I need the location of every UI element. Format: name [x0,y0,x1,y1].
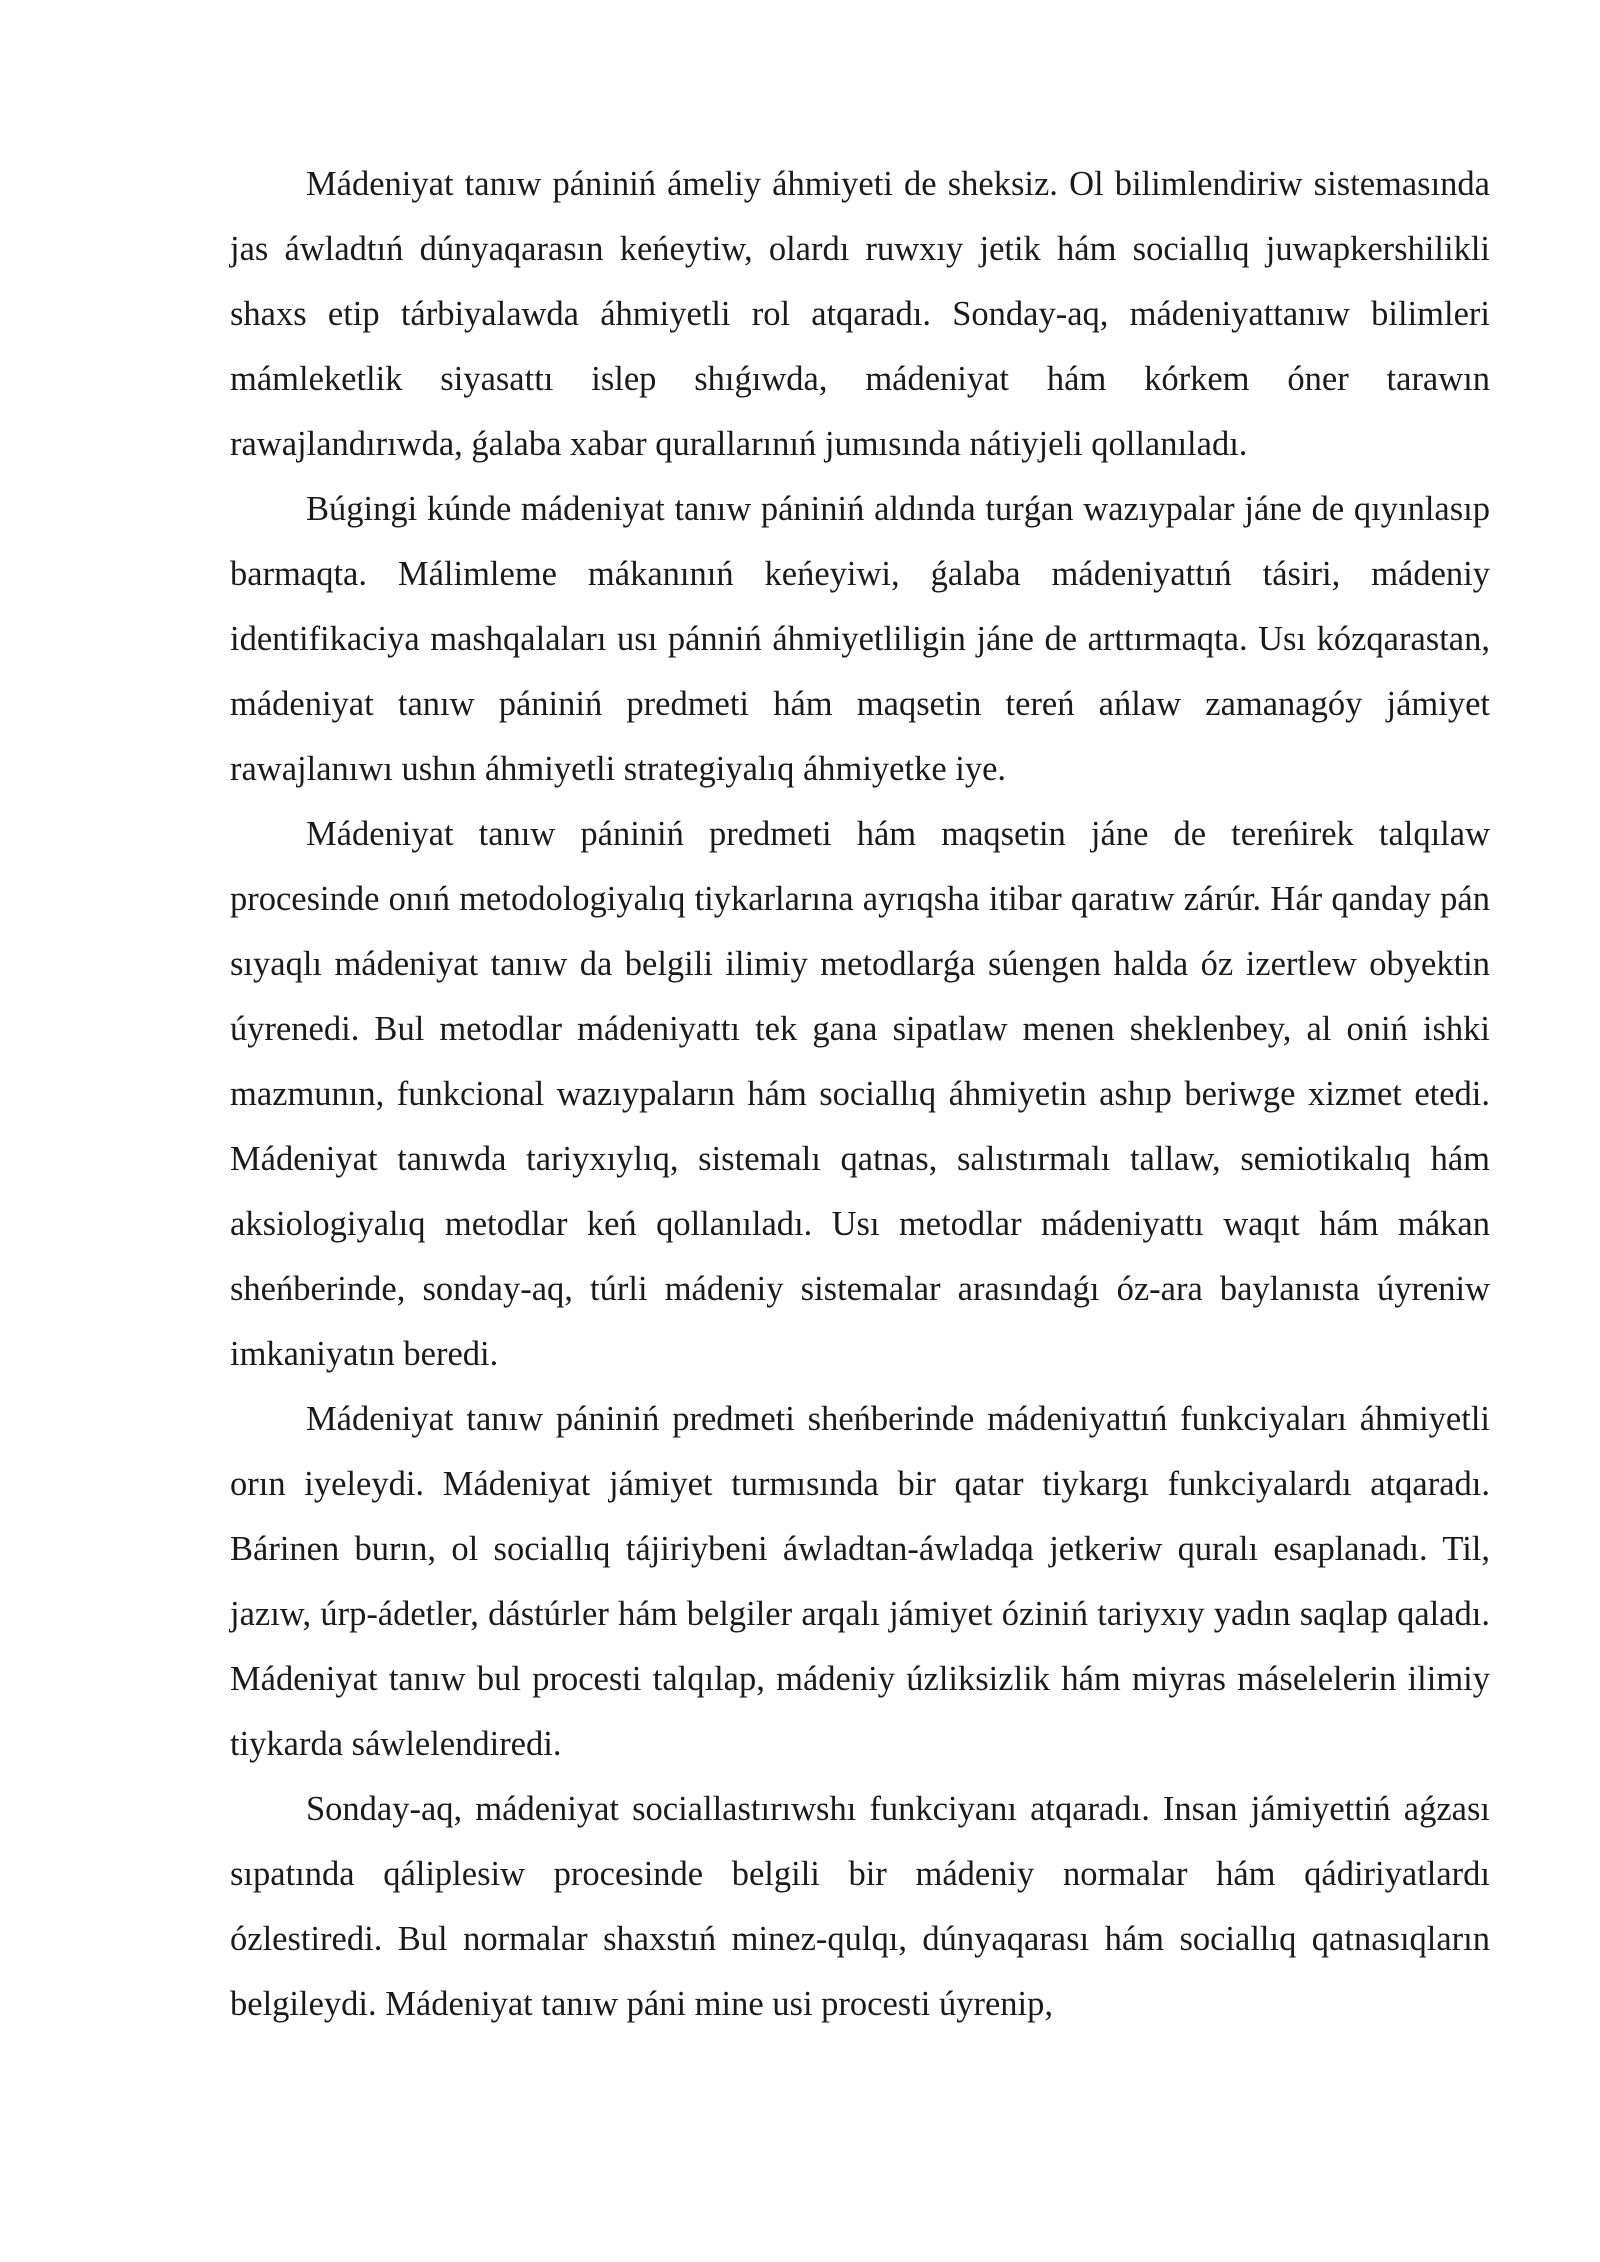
body-text [230,152,1490,2037]
paragraph: Búgingi kúnde mádeniyat tanıw pániniń aldında turǵan wazıypalar jáne de qıyınlasıp barmaqta. Málimleme mákanınıń keńeyiwi, ǵalaba mádeniyattıń tásiri, mádeniy identifikaciya mashqalaları usı pánniń áhmiyetliligin jáne de arttırmaqta. Usı kózqarastan, mádeniyat tanıw pániniń predmeti hám maqsetin tereń ańlaw zamanagóy jámiyet rawajlanıwı ushın áhmiyetli strategiyalıq áhmiyetke iye. [230,490,1490,788]
paragraph: Mádeniyat tanıw pániniń predmeti hám maqsetin jáne de tereńirek talqılaw procesinde onıń metodologiyalıq tiykarlarına ayrıqsha itibar qaratıw zárúr. Hár qanday pán sıyaqlı mádeniyat tanıw da belgili ilimiy metodlarǵa súengen halda óz izertlew obyektin úyrenedi. Bul metodlar mádeniyattı tek gana sipatlaw menen sheklenbey, al oniń ishki mazmunın, funkcional wazıypaların hám sociallıq áhmiyetin ashıp beriwge xizmet etedi. Mádeniyat tanıwda tariyxıylıq, sistemalı qatnas, salıstırmalı tallaw, semiotikalıq hám aksiologiyalıq metodlar keń qollanıladı. Usı metodlar mádeniyattı waqıt hám mákan sheńberinde, sonday-aq, túrli mádeniy sistemalar arasındaǵı óz-ara baylanısta úyreniw imkaniyatın beredi. [230,815,1490,1373]
paragraph: Mádeniyat tanıw pániniń predmeti sheńberinde mádeniyattıń funkciyaları áhmiyetli orın iyeleydi. Mádeniyat jámiyet turmısında bir qatar tiykargı funkciyalardı atqaradı. Bárinen burın, ol sociallıq tájiriybeni áwladtan-áwladqa jetkeriw quralı esaplanadı. Til, jazıw, úrp-ádetler, dástúrler hám belgiler arqalı jámiyet óziniń tariyxıy yadın saqlap qaladı. Mádeniyat tanıw bul procesti talqılap, mádeniy úzliksizlik hám miyras máselelerin ilimiy tiykarda sáwlelendiredi. [230,1400,1490,1763]
paragraph: Sonday-aq, mádeniyat sociallastırıwshı funkciyanı atqaradı. Insan jámiyettiń aǵzası sıpatında qáliplesiw procesinde belgili bir mádeniy normalar hám qádiriyatlardı ózlestiredi. Bul normalar shaxstıń minez-qulqı, dúnyaqarası hám sociallıq qatnasıqların belgileydi. Mádeniyat tanıw páni mine usi procesti úyrenip, [230,1790,1490,2023]
paragraph: Mádeniyat tanıw pániniń ámeliy áhmiyeti de sheksiz. Ol bilimlendiriw sistemasında jas áwladtıń dúnyaqarasın keńeytiw, olardı ruwxıy jetik hám sociallıq juwapkershilikli shaxs etip tárbiyalawda áhmiyetli rol atqaradı. Sonday-aq, mádeniyattanıw bilimleri mámleketlik siyasattı islep shıǵıwda, mádeniyat hám kórkem óner tarawın rawajlandırıwda, ǵalaba xabar qurallarınıń jumısında nátiyjeli qollanıladı. [230,165,1490,463]
